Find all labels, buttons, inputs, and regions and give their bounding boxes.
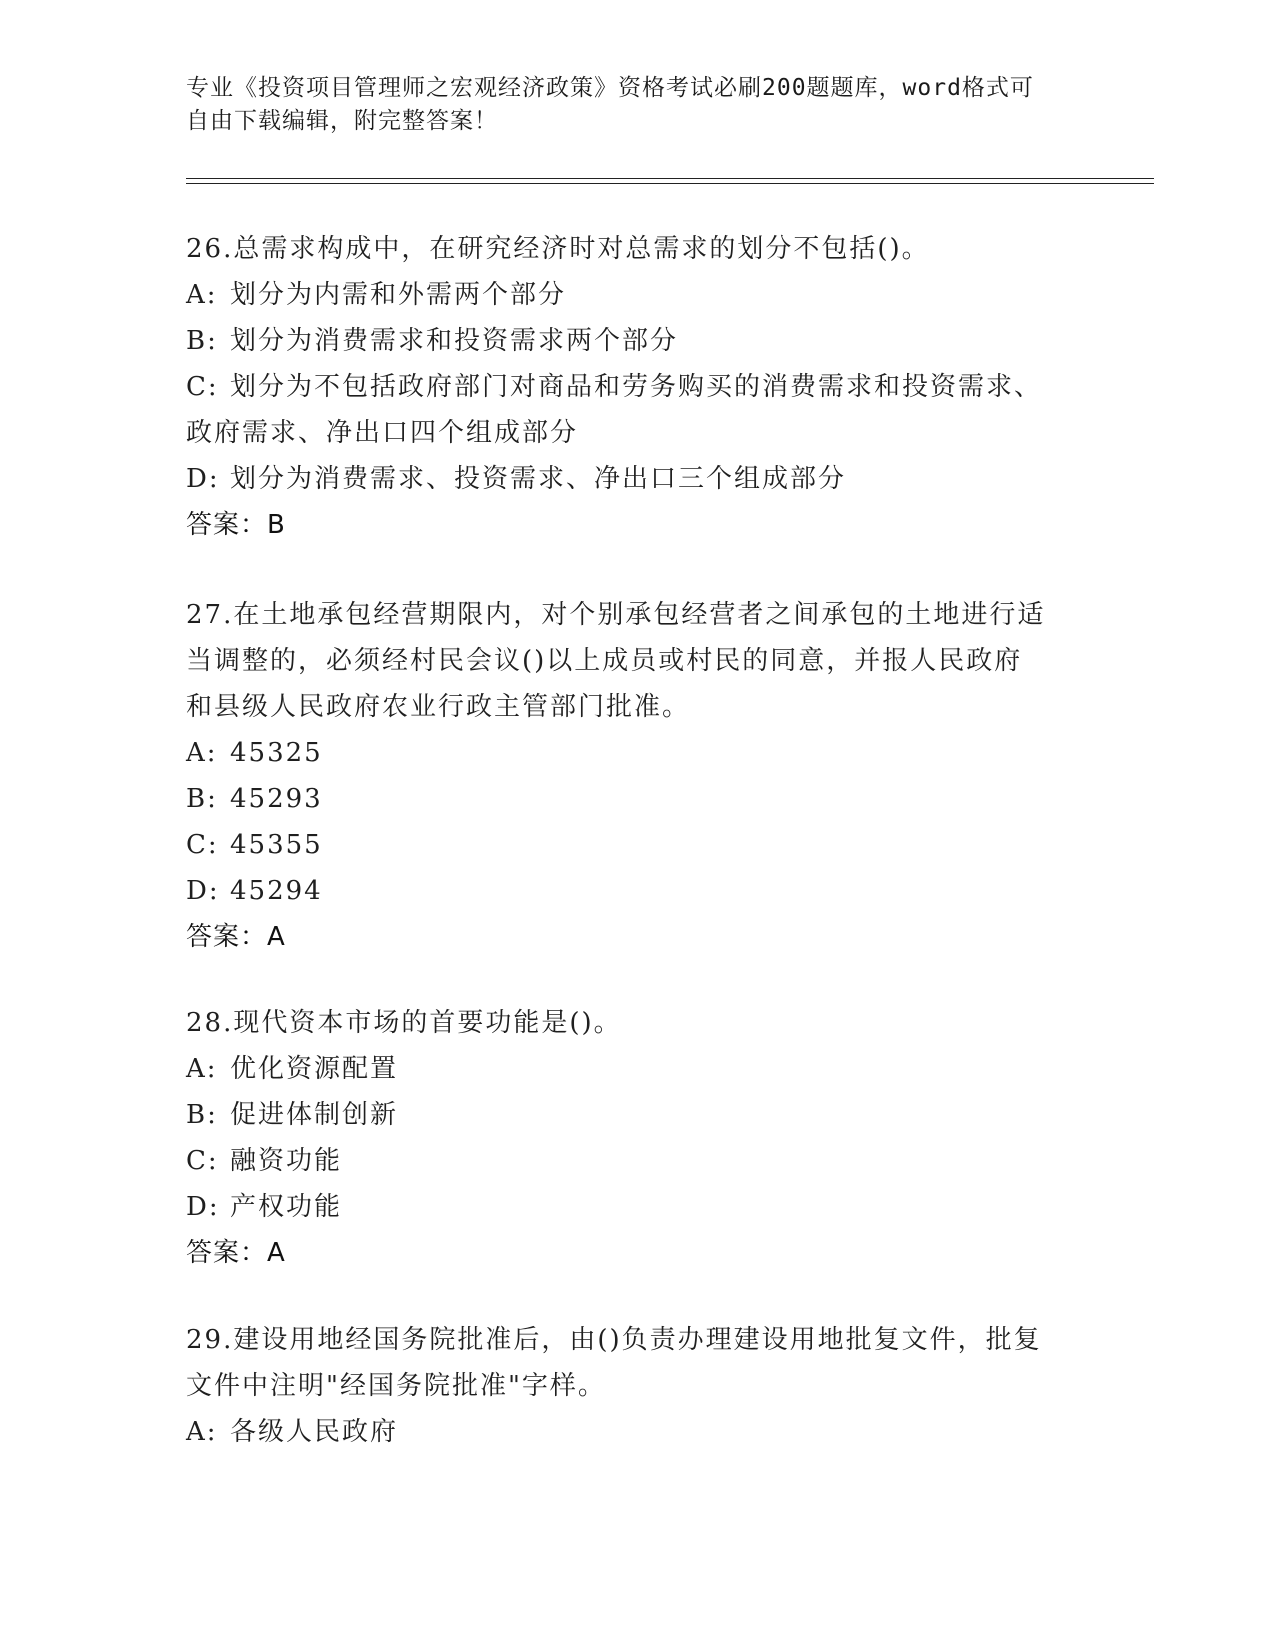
header-line-1: 专业《投资项目管理师之宏观经济政策》资格考试必刷200题题库，word格式可 — [186, 75, 1034, 101]
option-text: 促进体制创新 — [230, 1100, 399, 1130]
question-text: 28.现代资本市场的首要功能是()。 — [186, 1008, 622, 1038]
option-a — [186, 1046, 1086, 1092]
option-letter: A: — [186, 1054, 218, 1084]
answer-line: 答案：B — [186, 510, 286, 540]
option-text: 划分为不包括政府部门对商品和劳务购买的消费需求和投资需求、 — [230, 372, 1043, 402]
header-line-2: 自由下载编辑，附完整答案！ — [186, 108, 498, 134]
option-d — [186, 868, 1086, 914]
option-text: 45325 — [230, 738, 323, 768]
option-d — [186, 456, 1086, 502]
option-text: 优化资源配置 — [230, 1054, 399, 1084]
option-letter: C: — [186, 830, 219, 860]
question-text-continued: 文件中注明"经国务院批准"字样。 — [186, 1371, 606, 1401]
option-text: 划分为内需和外需两个部分 — [230, 280, 567, 310]
question-26 — [186, 226, 1086, 548]
header-divider-bottom — [186, 183, 1154, 184]
option-a — [186, 272, 1086, 318]
document-header — [186, 72, 1066, 138]
header-divider-top — [186, 178, 1154, 179]
option-text: 产权功能 — [230, 1192, 343, 1222]
option-letter: D: — [186, 464, 220, 494]
option-letter: A: — [186, 1417, 218, 1447]
option-letter: C: — [186, 372, 219, 402]
option-b — [186, 776, 1086, 822]
question-text: 29.建设用地经国务院批准后，由()负责办理建设用地批复文件，批复 — [186, 1325, 1042, 1355]
option-c — [186, 1138, 1086, 1184]
option-c-continued: 政府需求、净出口四个组成部分 — [186, 418, 579, 448]
option-letter: D: — [186, 1192, 220, 1222]
question-text: 27.在土地承包经营期限内，对个别承包经营者之间承包的土地进行适 — [186, 600, 1046, 630]
question-text: 26.总需求构成中，在研究经济时对总需求的划分不包括()。 — [186, 234, 930, 264]
option-text: 45293 — [230, 784, 323, 814]
question-text-continued: 当调整的，必须经村民会议()以上成员或村民的同意，并报人民政府 — [186, 646, 1023, 676]
option-letter: C: — [186, 1146, 219, 1176]
option-text: 45294 — [230, 876, 323, 906]
option-letter: A: — [186, 280, 218, 310]
option-b — [186, 1092, 1086, 1138]
option-letter: D: — [186, 876, 220, 906]
option-d — [186, 1184, 1086, 1230]
option-letter: B: — [186, 1100, 218, 1130]
option-text: 划分为消费需求、投资需求、净出口三个组成部分 — [230, 464, 847, 494]
option-text: 融资功能 — [230, 1146, 343, 1176]
option-letter: B: — [186, 784, 218, 814]
option-text: 各级人民政府 — [230, 1417, 399, 1447]
question-27 — [186, 592, 1086, 960]
question-28 — [186, 1000, 1086, 1276]
option-c — [186, 822, 1086, 868]
option-text: 45355 — [230, 830, 323, 860]
option-b — [186, 318, 1086, 364]
option-a — [186, 730, 1086, 776]
option-letter: B: — [186, 326, 218, 356]
option-letter: A: — [186, 738, 218, 768]
option-text: 划分为消费需求和投资需求两个部分 — [230, 326, 679, 356]
answer-line: 答案：A — [186, 1238, 286, 1268]
answer-line: 答案：A — [186, 922, 286, 952]
option-a — [186, 1409, 1086, 1455]
question-text-continued: 和县级人民政府农业行政主管部门批准。 — [186, 692, 691, 722]
option-c — [186, 364, 1086, 410]
question-29 — [186, 1317, 1086, 1455]
